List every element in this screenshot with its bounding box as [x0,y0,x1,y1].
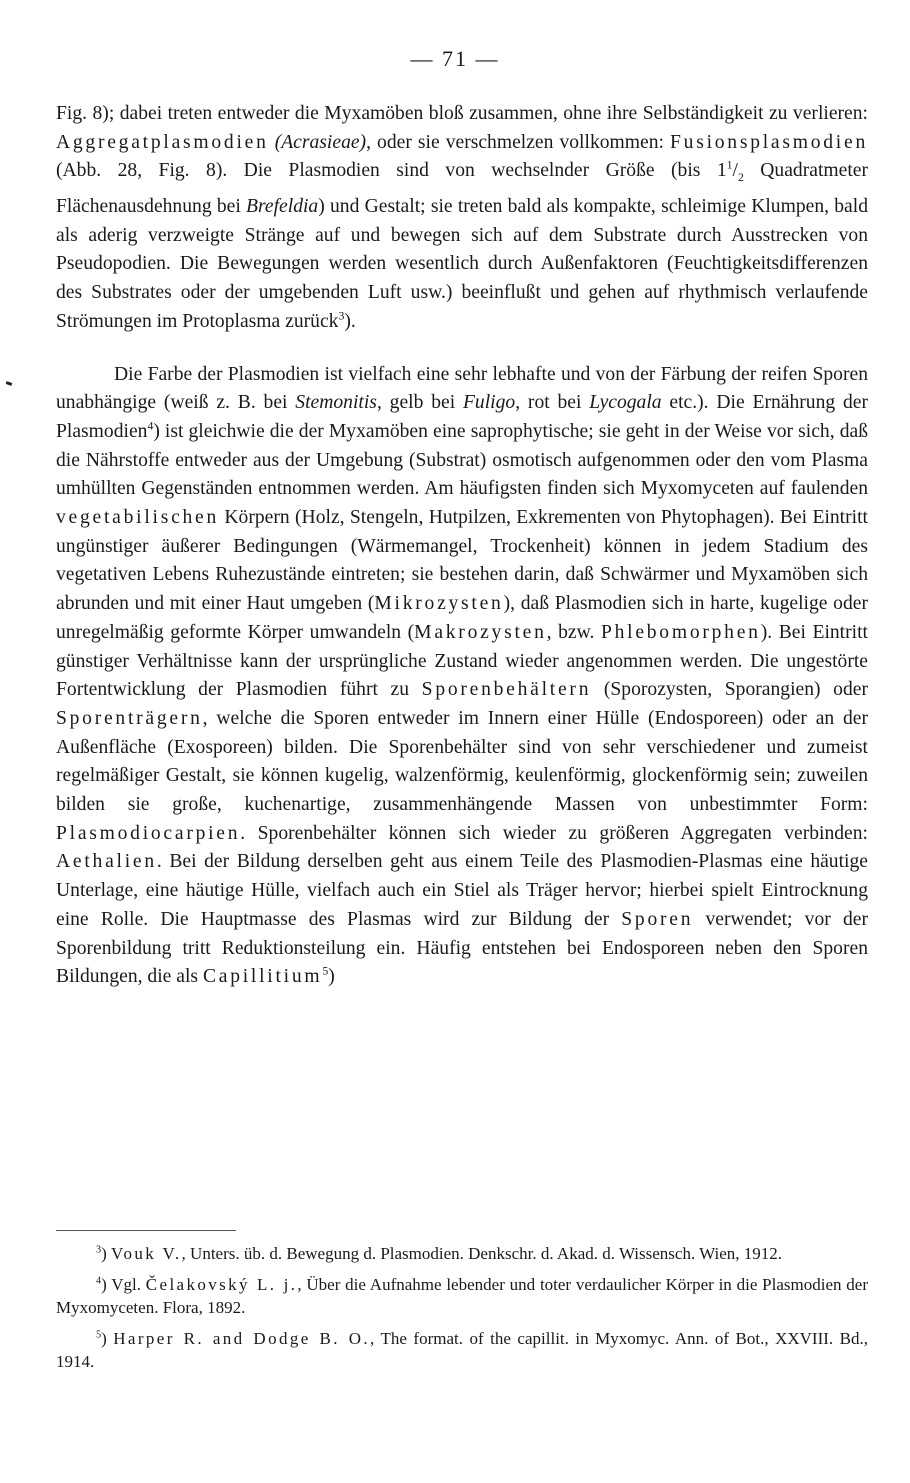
footnote-ref: 3 [338,309,345,323]
footnote-mark: 3 [96,1244,102,1256]
text-run: ) ist gleichwie die der Myxamöben eine saprophytische; sie geht in der Weise vor sich, daß die Nährstoffe entweder aus der Umgebung (Substrat) osmotisch aufgenommen oder den vom Plasma umhüllten Gegenständen entnommen werden. Am häufigsten finden sich Myxomyceten auf faulenden [56,420,868,500]
text-run: Die Farbe der Plasmodien ist vielfach eine sehr lebhafte und von der Färbung der reifen Sporen unabhängige (weiß z. B. bei [56,363,868,414]
footnote-text: , Über die Aufnahme lebender und toter verdaulicher Körper in die Plasmodien der Myxomyceten. Flora, 1892. [56,1275,868,1317]
spaced-term: Aggregatplasmodien [56,131,269,153]
italic-term: Fuligo [462,392,516,414]
text-run: ). Bei Eintritt günstiger Verhältnisse kann der ursprüngliche Zustand wieder angenommen werden. Die ungestörte Fortentwicklung der Plasmodien führt zu [56,621,868,701]
body-text [56,100,868,992]
spaced-term: Fusionsplasmodien [670,131,868,153]
text-run: Körpern (Holz, Stengeln, Hutpilzen, Exkrementen von Phytophagen). Bei Eintritt ungünstiger äußerer Bedingungen (Wärmemangel, Trockenheit) können in jedem Stadium des vegetativen Lebens Ruhezustände eintreten; sie bestehen darin, daß Schwärmer und Myxamöben sich abrunden und mit einer Haut umgeben ( [56,507,868,615]
text-run: Quadratmeter Flächenausdehnung bei [56,160,868,218]
footnote-mark: 5 [96,1329,102,1341]
footnote-5: $^5$) Harper R. and Dodge B. O., The format. of the capillit. in Myxomyc. Ann. of Bot., XXVIII. Bd., 1914. [56,1329,868,1371]
text-run: ) [328,966,335,988]
spaced-term: vegetabilischen [56,507,220,529]
spaced-term: Makrozysten [414,621,547,643]
footnote-ref: 4 [147,419,154,433]
text-run: , gelb bei [376,392,463,414]
paragraph-1: Fig. 8); dabei treten entweder die Myxamöben bloß zusammen, ohne ihre Selbständigkeit zu verlieren: Aggregatplasmodien (Acrasieae), oder sie verschmelzen vollkommen: Fusionsplasmodien (Abb. 28, Fig. 8). Die Plasmodien sind von wechselnder Größe (bis $1^1/_2$ Quadratmeter Flächenausdehnung bei Brefeldia) und Gestalt; sie treten bald als kompakte, schleimige Klumpen, bald als aderig verzweigte Stränge auf und bewegen sich auf dem Substrate durch Ausstrecken von Pseudopodien. Die Bewegungen werden wesentlich durch Außenfaktoren (Feuchtigkeitsdifferenzen des Substrates oder der umgebenden Luft usw.) beeinflußt und gehen auf rhythmisch verlaufende Strömungen im Protoplasma zurück$^3$). [56,103,868,332]
italic-term: Lycogala [589,392,662,414]
text-run: ) und Gestalt; sie treten bald als kompakte, schleimige Klumpen, bald als aderig verzweigte Stränge auf und bewegen sich auf dem Substrate durch Ausstrecken von Pseudopodien. Die Bewegungen werden wesentlich durch Außenfaktoren (Feuchtigkeitsdifferenzen des Substrates oder der umgebenden Luft usw.) beeinflußt und gehen auf rhythmisch verlaufende Strömungen im Protoplasma zurück [56,196,868,332]
spaced-term: Mikrozysten [374,593,504,615]
footnote-prefix: Vgl. [111,1275,146,1294]
text-run: etc.). Die Ernährung der Plasmodien [56,392,869,442]
footnotes [56,1242,868,1381]
footnote-text: , The format. of the capillit. in Myxomyc. Ann. of Bot., XXVIII. Bd., 1914. [56,1329,868,1371]
footnote-ref: 5 [322,964,329,978]
text-run: , bzw. [546,621,601,643]
spaced-term: Capillitium [202,966,323,988]
spaced-term: Sporenträgern [56,707,203,729]
spaced-term: Plasmodiocarpien [56,822,241,844]
text-run: . Sporenbehälter können sich wieder zu größeren Aggregaten verbinden: [240,822,868,844]
italic-term: (Acrasieae) [274,131,367,153]
text-run: (Abb. 28, Fig. 8). Die Plasmodien sind von wechselnder Größe (bis 1 [56,160,727,182]
text-run: . Bei der Bildung derselben geht aus einem Teile des Plasmodien-Plasmas eine häutige Unterlage, eine häutige Hülle, vielfach auch ein Stiel als Träger hervor; hierbei spielt Eintrocknung eine Rolle. Die Hauptmasse des Plasmas wird zur Bildung der [56,851,868,930]
margin-mark [6,381,13,386]
fraction-numerator: 1 [726,158,733,172]
paragraph-2 [56,361,868,992]
text-run: (Sporozysten, Sporangien) oder [591,679,868,701]
spaced-term: Sporen [621,908,694,930]
text-run: ), daß Plasmodien sich in harte, kugelige oder unregelmäßig geformte Körper umwandeln ( [56,593,868,643]
spaced-term: Sporenbehältern [421,679,592,701]
italic-term: Brefeldia [246,196,319,218]
footnote-text: , Unters. üb. d. Bewegung d. Plasmodien. Denkschr. d. Akad. d. Wissensch. Wien, 1912. [181,1244,783,1263]
text-run: ). [344,310,356,332]
footnote-author: Harper R. and Dodge B. O. [113,1329,371,1348]
footnote-mark: 4 [96,1275,102,1287]
footnote-author: Vouk V. [111,1244,182,1263]
footnote-divider [56,1230,236,1231]
footnote-3: $^3$) Vouk V., Unters. üb. d. Bewegung d. Plasmodien. Denkschr. d. Akad. d. Wissensch. Wien, 1912. [96,1244,783,1263]
footnote-author: Čelakovský L. j. [145,1275,298,1294]
text-run: verwendet; vor der Sporenbildung tritt Reduktionsteilung ein. Häufig entstehen bei Endosporeen neben den Sporen Bildungen, die als [56,908,868,988]
text-run: Fig. 8); dabei treten entweder die Myxamöben bloß zusammen, ohne ihre Selbständigkeit zu verlieren: [56,103,868,124]
spaced-term: Phlebomorphen [600,621,761,643]
text-run: , oder sie verschmelzen vollkommen: [366,131,671,153]
text-run: , rot bei [515,392,590,414]
page-number: — 71 — [410,46,500,71]
spaced-term: Aethalien [56,851,157,873]
fraction-denominator: 2 [737,171,744,185]
italic-term: Stemonitis [295,392,377,414]
text-run: , welche die Sporen entweder im Innern einer Hülle (Endosporeen) oder an der Außenfläche (Exosporeen) bilden. Die Sporenbehälter sind von sehr verschiedener und zumeist regelmäßiger Gestalt, sie können kugelig, walzenförmig, keulenförmig, glockenförmig sein; zuweilen bilden sie große, kuchenartige, zusammenhängende Massen von unbestimmter Form: [56,707,868,816]
footnote-4: $^4$) Vgl. Čelakovský L. j., Über die Aufnahme lebender und toter verdaulicher Körper in die Plasmodien der Myxomyceten. Flora, 1892. [56,1275,868,1317]
